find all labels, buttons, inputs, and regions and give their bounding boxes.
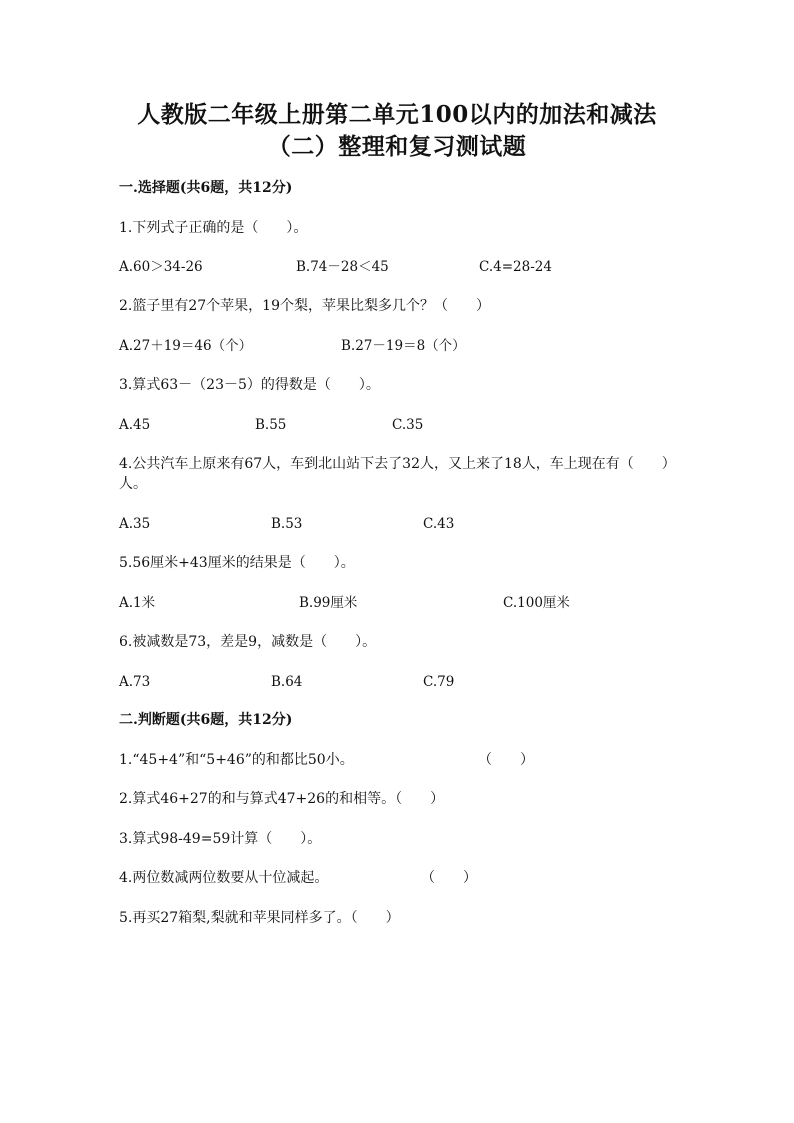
judgement-1-paren: （ ） (478, 752, 534, 768)
option-b: B.74－28＜45 (296, 259, 389, 275)
option-b: B.27－19＝8（个） (341, 338, 466, 354)
title-line-1: 人教版二年级上册第二单元100以内的加法和减法 (137, 101, 657, 128)
section-heading-choice: 一.选择题(共6题，共12分) (119, 180, 293, 196)
question-1: 1.下列式子正确的是（ ）。 (119, 220, 308, 236)
question-4: 4.公共汽车上原来有67人，车到北山站下去了32人，又上来了18人，车上现在有（ ）人。 (119, 456, 676, 492)
judgement-4 (119, 868, 477, 888)
question-6: 6.被减数是73，差是9，减数是（ ）。 (119, 634, 377, 650)
question-3: 3.算式63－（23－5）的得数是（ ）。 (119, 377, 380, 393)
option-a: A.35 (119, 516, 151, 532)
option-a: A.73 (119, 674, 151, 690)
option-c: C.100厘米 (503, 595, 570, 611)
option-a: A.60＞34-26 (119, 259, 203, 275)
title-line-2: （二）整理和复习测试题 (267, 133, 527, 160)
option-a: A.1米 (119, 595, 156, 611)
question-2: 2.篮子里有27个苹果，19个梨，苹果比梨多几个？（ ） (119, 298, 490, 314)
option-c: C.35 (392, 417, 424, 433)
option-b: B.53 (271, 516, 303, 532)
judgement-4-text: 4.两位数减两位数要从十位减起。 (119, 870, 329, 886)
judgement-1 (119, 750, 534, 770)
option-c: C.79 (423, 674, 455, 690)
option-b: B.64 (271, 674, 303, 690)
option-c: C.43 (423, 516, 455, 532)
judgement-2: 2.算式46+27的和与算式47+26的和相等。（ ） (119, 791, 445, 807)
judgement-3: 3.算式98-49=59计算（ ）。 (119, 831, 322, 847)
option-b: B.99厘米 (299, 595, 358, 611)
option-c: C.4=28-24 (479, 259, 552, 275)
option-b: B.55 (255, 417, 287, 433)
question-5: 5.56厘米+43厘米的结果是（ ）。 (119, 555, 355, 571)
judgement-4-paren: （ ） (421, 870, 477, 886)
option-a: A.45 (119, 417, 151, 433)
judgement-1-text: 1.“45+4”和“5+46”的和都比50小。 (119, 752, 354, 768)
section-heading-judgement: 二.判断题(共6题，共12分) (119, 712, 293, 728)
option-a: A.27＋19＝46（个） (119, 338, 253, 354)
judgement-5: 5.再买27箱梨,梨就和苹果同样多了。（ ） (119, 910, 400, 926)
